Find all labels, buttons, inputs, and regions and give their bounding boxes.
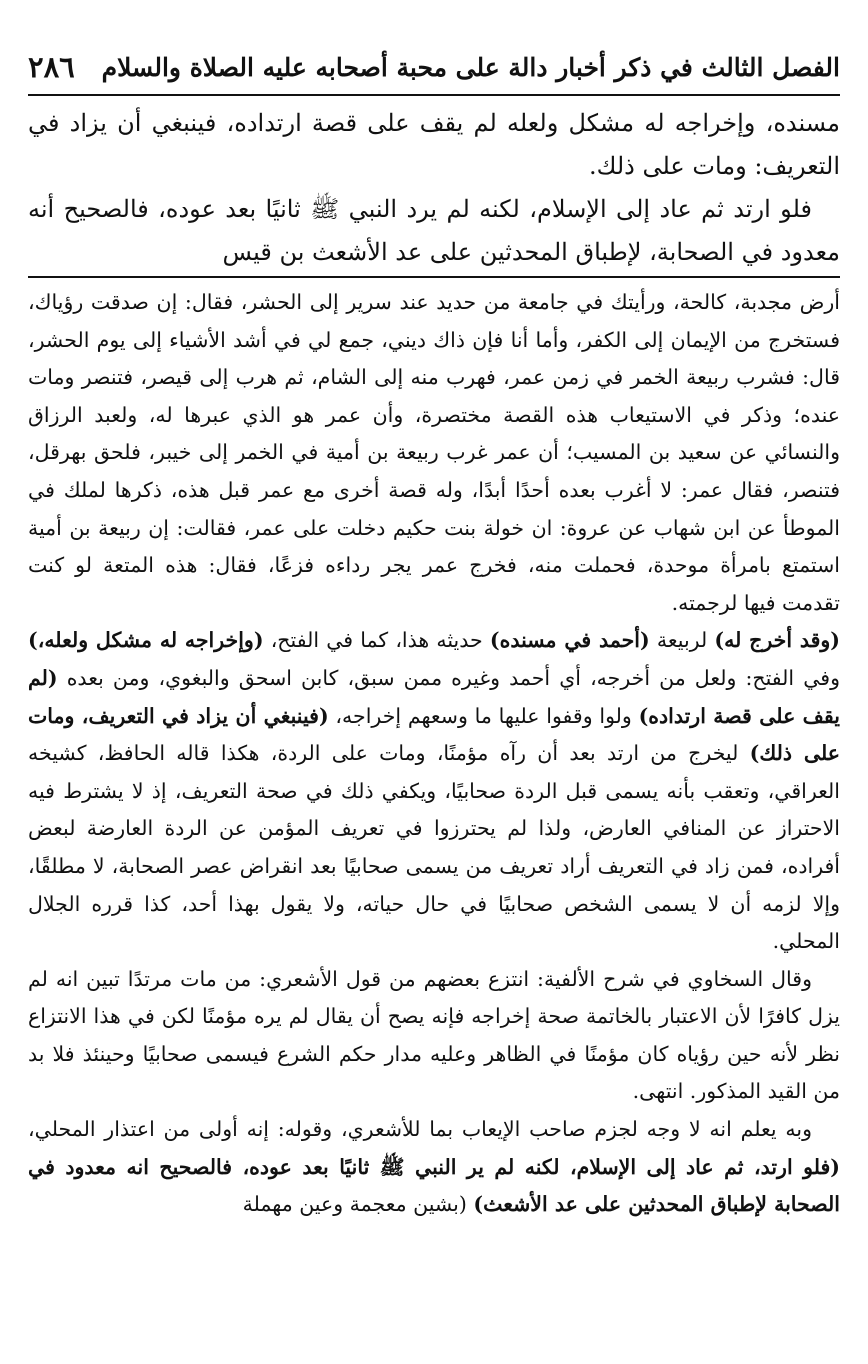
quoted-text: (وقد أخرج له) [714,628,840,653]
commentary-text: حديثه هذا، كما في الفتح، [263,628,490,653]
commentary-paragraph [28,1111,840,1224]
quoted-text: (لم يقف على قصة ارتداده) [28,665,840,728]
commentary [28,284,840,1224]
page-header [28,40,840,96]
commentary-paragraph [28,622,840,960]
commentary-paragraph: وقال السخاوي في شرح الألفية: انتزع بعضهم من قول الأشعري: من مات مرتدًا تبين انه لم يزل كافرًا لأن الاعتبار بالخاتمة صحة إخراجه فإنه يصح أن يقال لم يره مؤمنًا لكن في هذا الانتزاع نظر لأنه حين رؤياه كان مؤمنًا في الظاهر وعليه مدار حكم الشرع فيسمى صحابيًا وحينئذ فلا بد من القيد المذكور. انتهى. [28,966,840,1104]
quoted-text: (فلو ارتد، ثم عاد إلى الإسلام، لكنه لم ير النبي ﷺ ثانيًا بعد عوده، فالصحيح انه معدود في الصحابة لإطباق المحدثين على عد الأشعث) [28,1154,840,1217]
book-page [28,40,840,1340]
commentary-text: لربيعة [649,628,715,653]
main-text [28,102,840,274]
main-paragraph: فلو ارتد ثم عاد إلى الإسلام، لكنه لم يرد النبي ﷺ ثانيًا بعد عوده، فالصحيح أنه معدود في الصحابة، لإطباق المحدثين على عد الأشعث بن قيس [28,195,840,266]
quoted-text: (أحمد في مسنده) [489,628,650,653]
commentary-paragraph: أرض مجدبة، كالحة، ورأيتك في جامعة من حديد عند سرير إلى الحشر، فقال: إن صدقت رؤياك، فستخرج من الإيمان إلى الكفر، وأما أنا فإن ذاك ديني، جمع لي في أشد الأشياء إلى يوم الحشر، قال: فشرب ربيعة الخمر في زمن عمر، فهرب منه إلى الشام، ثم هرب إلى قيصر، فتنصر ومات عنده؛ وذكر في الاستيعاب هذه القصة مختصرة، وأن عمر هو الذي عبرها له، ولعبد الرزاق والنسائي عن سعيد بن المسيب؛ أن عمر غرب ربيعة بن أمية في الخمر إلى خيبر، فلحق بهرقل، فتنصر، فقال عمر: لا أغرب بعده أحدًا أبدًا، وله قصة أخرى مع عمر قبل هذه، ذكرها لملك في الموطأ عن ابن شهاب عن عروة: ان خولة بنت حكيم دخلت على عمر، فقالت: إن ربيعة بن أمية استمتع بامرأة موحدة، فحملت منه، فخرج عمر يجر رداءه فزعًا، فقال: هذه المتعة لو كنت تقدمت فيها لرجمته. [28,290,840,615]
header-title: الفصل الثالث في ذكر أخبار دالة على محبة أصحابه عليه الصلاة والسلام [101,52,840,82]
commentary-text: وفي الفتح: ولعل من أخرجه، أي أحمد وغيره ممن سبق، كابن اسحق والبغوي، ومن بعده [57,665,840,690]
quoted-text: (وإخراجه له مشكل ولعله،) [28,628,264,653]
commentary-text: وبه يعلم انه لا وجه لجزم صاحب الإيعاب بما للأشعري، وقوله: إنه أولى من اعتذار المحلي، [28,1117,812,1142]
commentary-text: (بشين معجمة وعين مهملة [242,1192,474,1217]
commentary-text: ليخرج من ارتد بعد أن رآه مؤمنًا، ومات على الردة، هكذا قاله الحافظ، كشيخه العراقي، وتعقب بأنه يسمى قبل الردة صحابيًا، ويكفي ذلك في صحة التعريف، إذ لا يشترط فيه الاحتراز عن المنافي العارض، ولذا لم يحترزوا في تعريف المؤمن عن الردة العارضة لبعض أفراده، فمن زاد في التعريف أراد تعريف من يسمى صحابيًا بعد انقراض عصر الصحابة، لا مطلقًا، وإلا لزمه أن لا يسمى الشخص صحابيًا في حال حياته، ولا يقول بهذا أحد، كذا قرره الجلال المحلي. [28,741,840,954]
page-number: ٢٨٦ [28,50,75,84]
main-paragraph: مسنده، وإخراجه له مشكل ولعله لم يقف على قصة ارتداده، فينبغي أن يزاد في التعريف: ومات على ذلك. [28,109,840,180]
quoted-text: (فينبغي أن يزاد في التعريف، ومات على ذلك) [28,703,840,766]
footnote-separator [28,276,840,278]
commentary-text: ولوا وقفوا عليها ما وسعهم إخراجه، [328,703,639,728]
